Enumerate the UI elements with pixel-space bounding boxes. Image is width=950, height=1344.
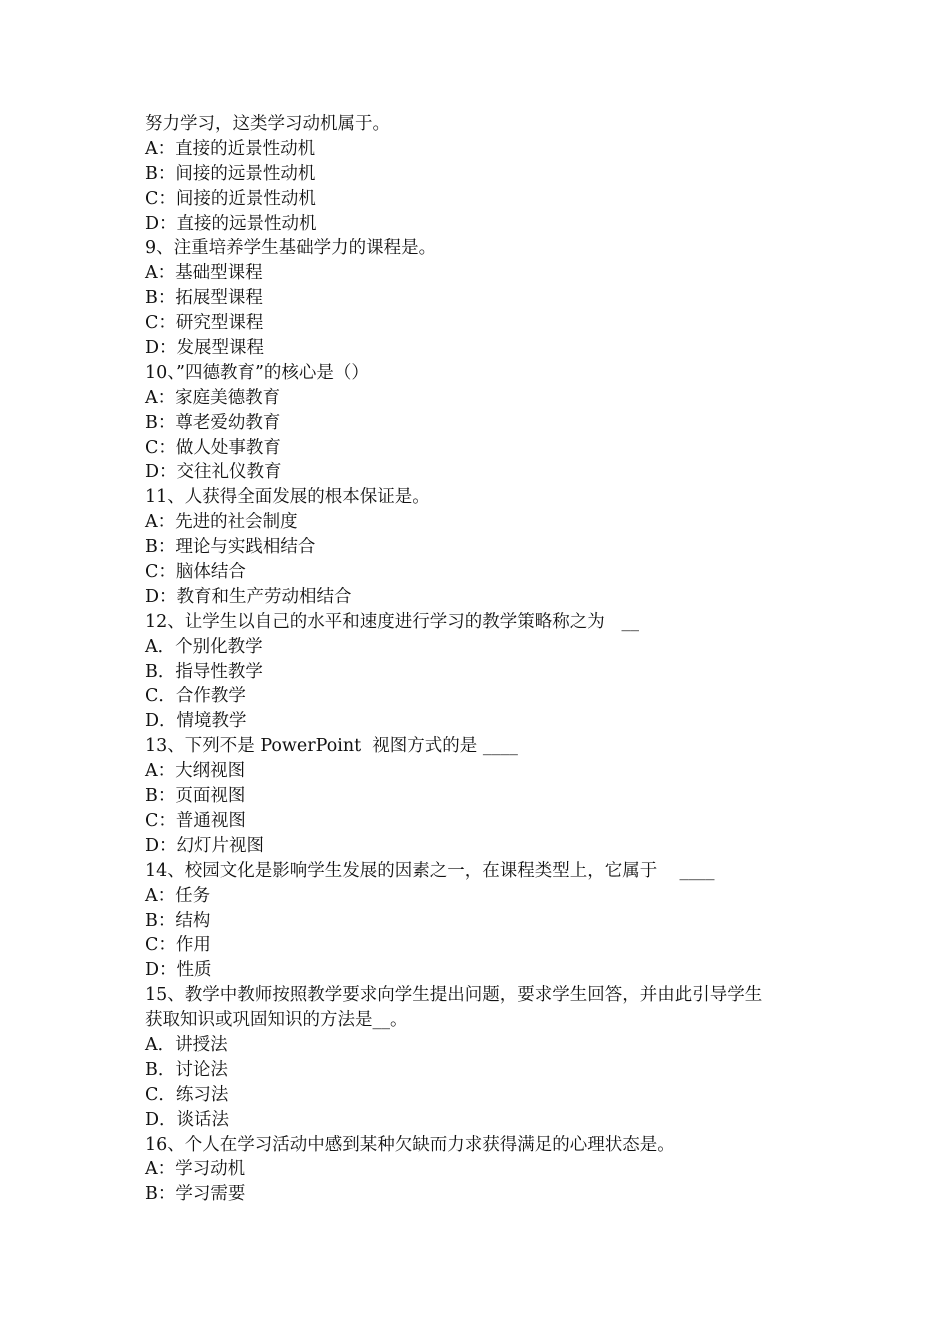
q14-option-c: C：作用: [145, 935, 211, 956]
q13-option-c: C：普通视图: [145, 810, 246, 831]
q13-option-b: B：页面视图: [145, 786, 246, 807]
q11-option-b: B：理论与实践相结合: [145, 537, 316, 558]
q10-option-a: A：家庭美德教育: [145, 387, 281, 408]
q9-option-d: D：发展型课程: [145, 338, 265, 359]
question-16: 16、个人在学习活动中感到某种欠缺而力求获得满足的心理状态是。: [145, 1134, 675, 1155]
question-14: 14、校园文化是影响学生发展的因素之一，在课程类型上，它属于 ____: [145, 860, 715, 881]
question-12: 12、让学生以自己的水平和速度进行学习的教学策略称之为 __: [145, 611, 639, 632]
q11-option-a: A：先进的社会制度: [145, 512, 298, 533]
document-body: [145, 112, 825, 1207]
q8-option-a: A：直接的近景性动机: [145, 138, 316, 159]
q11-option-d: D：教育和生产劳动相结合: [145, 586, 352, 607]
q14-option-d: D：性质: [145, 960, 212, 981]
q11-option-c: C：脑体结合: [145, 562, 246, 583]
q16-option-b: B：学习需要: [145, 1184, 246, 1205]
q15-option-d: D．谈话法: [145, 1109, 230, 1130]
q8-option-c: C：间接的近景性动机: [145, 188, 316, 209]
q9-option-c: C：研究型课程: [145, 313, 264, 334]
question-15-line-2: 获取知识或巩固知识的方法是__。: [145, 1010, 408, 1031]
q8-option-b: B：间接的远景性动机: [145, 163, 316, 184]
q10-option-b: B：尊老爱幼教育: [145, 412, 281, 433]
q15-option-b: B．讨论法: [145, 1059, 228, 1080]
q9-option-a: A：基础型课程: [145, 263, 263, 284]
q13-option-a: A：大纲视图: [145, 761, 246, 782]
q12-option-a: A．个别化教学: [145, 636, 263, 657]
q14-option-b: B：结构: [145, 910, 211, 931]
question-10: 10、”四德教育”的核心是（）: [145, 362, 369, 383]
q15-option-c: C．练习法: [145, 1084, 229, 1105]
q9-option-b: B：拓展型课程: [145, 288, 263, 309]
q12-option-c: C．合作教学: [145, 686, 246, 707]
q10-option-c: C：做人处事教育: [145, 437, 281, 458]
q8-option-d: D：直接的远景性动机: [145, 213, 317, 234]
q12-option-b: B．指导性教学: [145, 661, 263, 682]
question-11: 11、人获得全面发展的根本保证是。: [145, 487, 430, 508]
q13-option-d: D：幻灯片视图: [145, 835, 265, 856]
question-8-stem-continued: 努力学习，这类学习动机属于。: [145, 114, 390, 134]
q16-option-a: A：学习动机: [145, 1159, 246, 1180]
question-13: 13、下列不是 PowerPoint 视图方式的是 ____: [145, 736, 518, 757]
question-15-line-1: 15、教学中教师按照教学要求向学生提出问题，要求学生回答，并由此引导学生: [145, 985, 763, 1006]
q14-option-a: A：任务: [145, 885, 211, 906]
q10-option-d: D：交往礼仪教育: [145, 462, 282, 483]
q12-option-d: D．情境教学: [145, 711, 247, 732]
question-9: 9、注重培养学生基础学力的课程是。: [145, 238, 437, 259]
q15-option-a: A．讲授法: [145, 1034, 228, 1055]
